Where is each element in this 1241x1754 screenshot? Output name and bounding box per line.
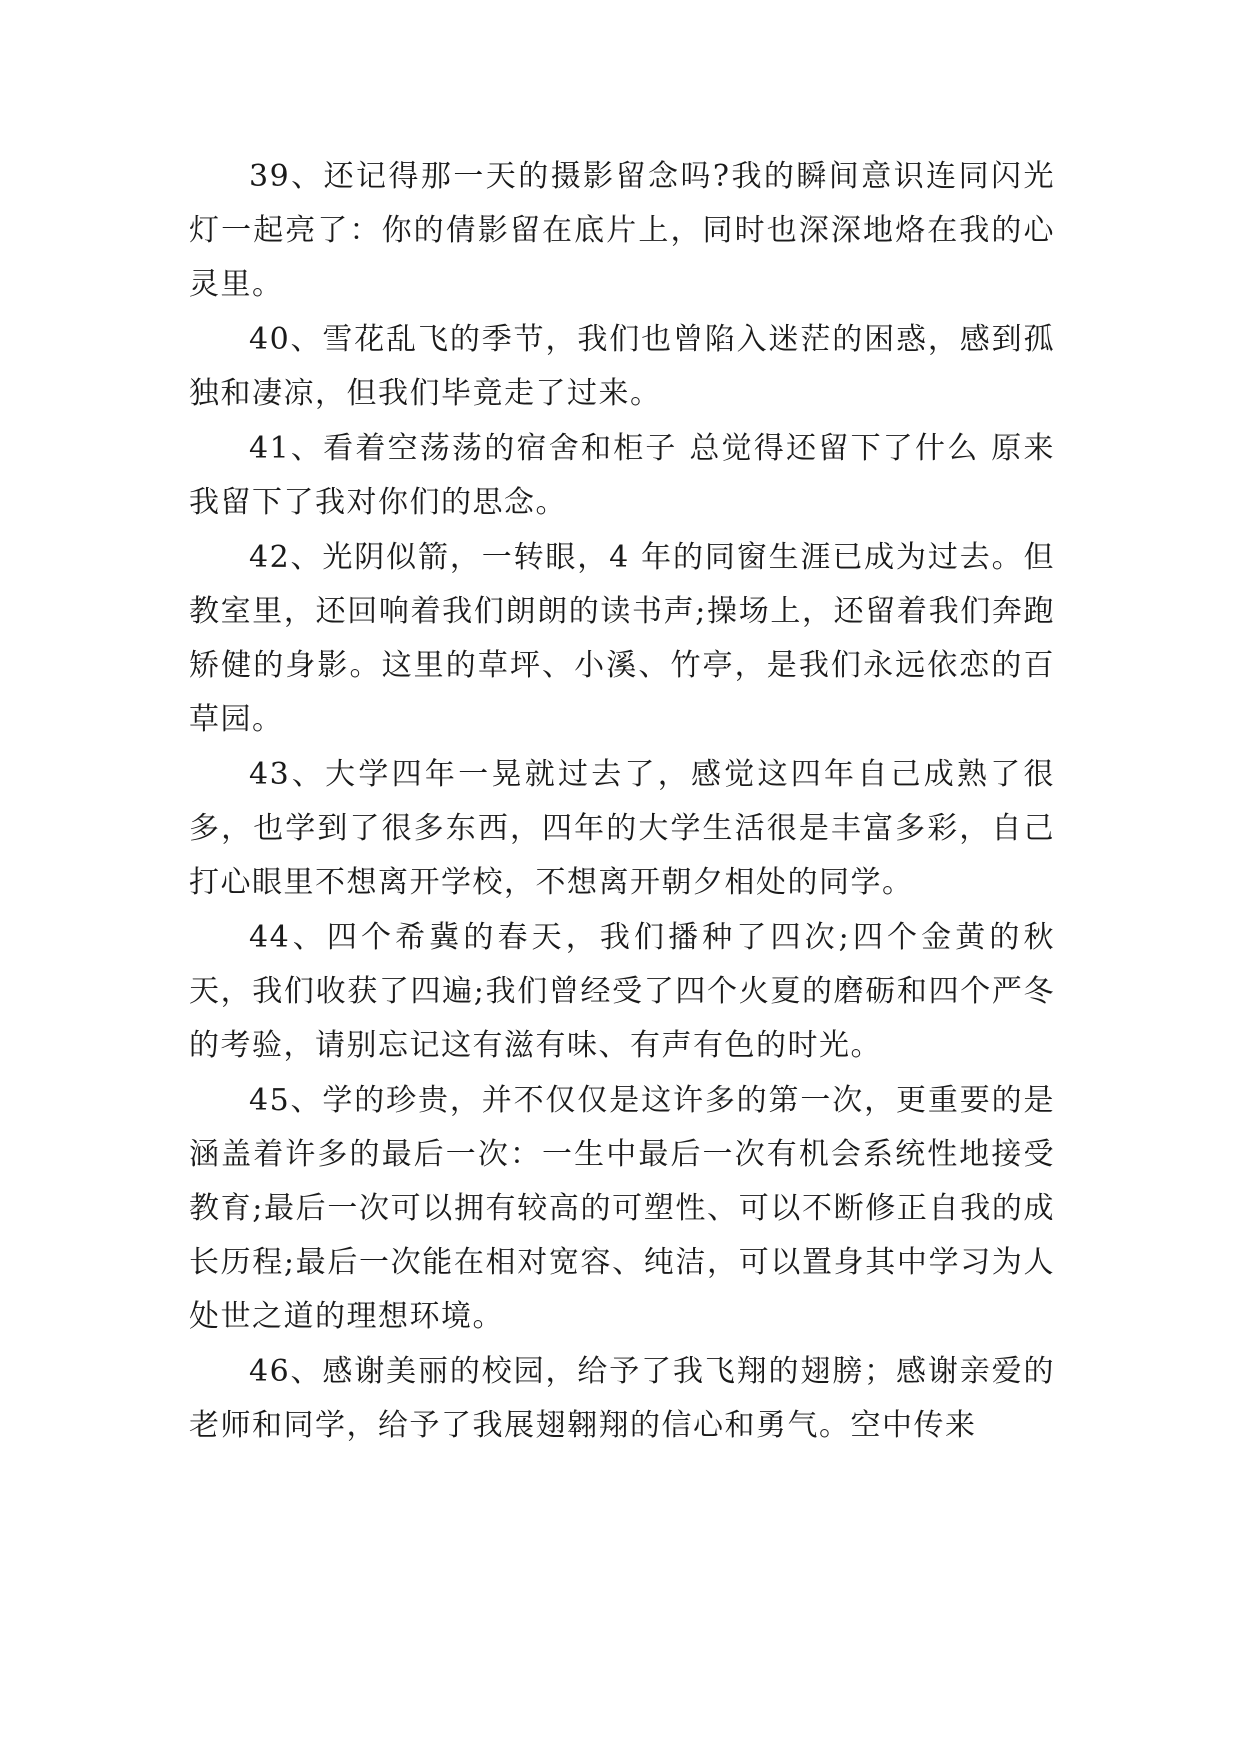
paragraph-46: 46、感谢美丽的校园，给予了我飞翔的翅膀；感谢亲爱的老师和同学，给予了我展翅翱翔的信心和勇气。空中传来 bbox=[189, 1354, 1055, 1443]
paragraph-41: 41、看着空荡荡的宿舍和柜子 总觉得还留下了什么 原来我留下了我对你们的思念。 bbox=[189, 431, 1055, 520]
paragraph-40: 40、雪花乱飞的季节，我们也曾陷入迷茫的困惑，感到孤独和凄凉，但我们毕竟走了过来。 bbox=[189, 322, 1055, 411]
paragraph-43: 43、大学四年一晃就过去了，感觉这四年自己成熟了很多，也学到了很多东西，四年的大学生活很是丰富多彩，自己打心眼里不想离开学校，不想离开朝夕相处的同学。 bbox=[189, 757, 1055, 900]
paragraph-45: 45、学的珍贵，并不仅仅是这许多的第一次，更重要的是涵盖着许多的最后一次：一生中最后一次有机会系统性地接受教育;最后一次可以拥有较高的可塑性、可以不断修正自我的成长历程;最后一次能在相对宽容、纯洁，可以置身其中学习为人处世之道的理想环境。 bbox=[189, 1083, 1055, 1334]
document-body bbox=[189, 150, 1055, 1454]
paragraph-42: 42、光阴似箭，一转眼，4 年的同窗生涯已成为过去。但教室里，还回响着我们朗朗的读书声;操场上，还留着我们奔跑矫健的身影。这里的草坪、小溪、竹亭，是我们永远依恋的百草园。 bbox=[189, 540, 1055, 737]
paragraph-39: 39、还记得那一天的摄影留念吗?我的瞬间意识连同闪光灯一起亮了：你的倩影留在底片上，同时也深深地烙在我的心灵里。 bbox=[189, 159, 1055, 302]
paragraph-44: 44、四个希冀的春天，我们播种了四次;四个金黄的秋天，我们收获了四遍;我们曾经受了四个火夏的磨砺和四个严冬的考验，请别忘记这有滋有味、有声有色的时光。 bbox=[189, 920, 1055, 1063]
